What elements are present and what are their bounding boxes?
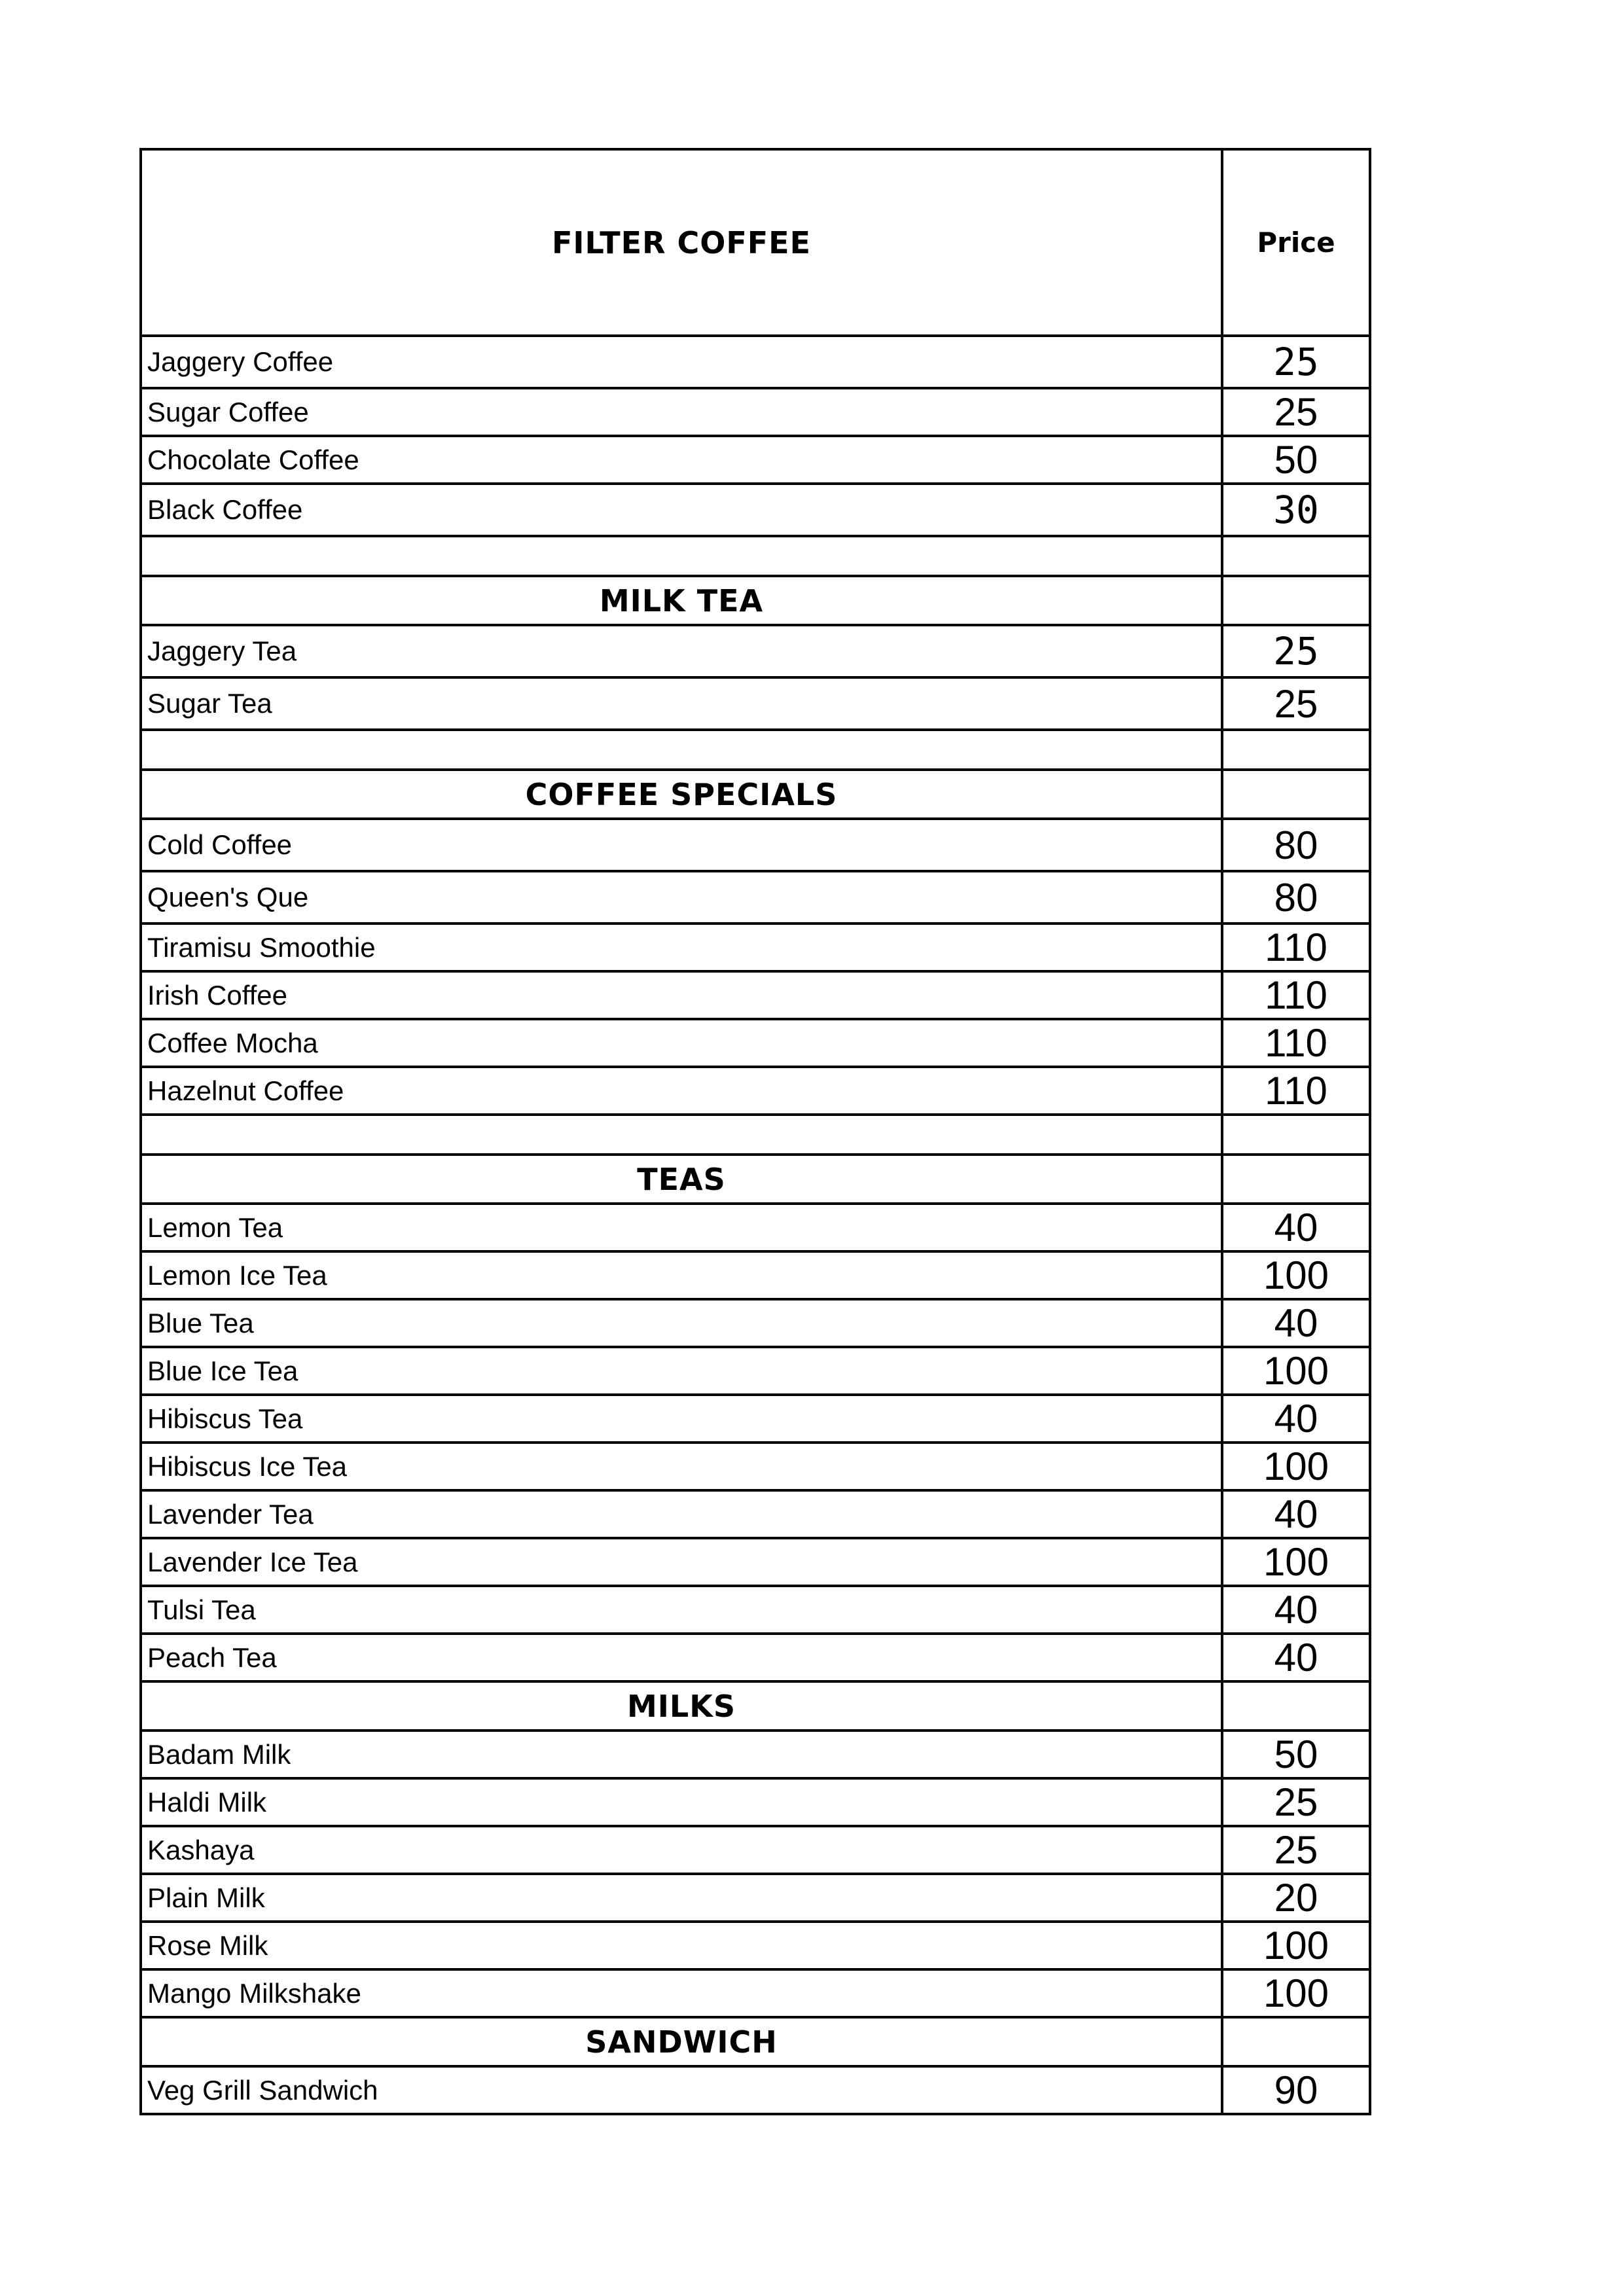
menu-item-row: [141, 1778, 1370, 1826]
section-title-coffee-specials: COFFEE SPECIALS: [141, 770, 1222, 819]
menu-item-row: [141, 436, 1370, 484]
item-name: Lavender Tea: [141, 1490, 1222, 1538]
menu-item-row: [141, 1490, 1370, 1538]
item-name: Blue Tea: [141, 1299, 1222, 1347]
spacer-cell: [141, 730, 1222, 770]
menu-item-row: [141, 1395, 1370, 1443]
item-price: 80: [1222, 871, 1370, 924]
section-title-milks: MILKS: [141, 1681, 1222, 1731]
spacer-cell: [141, 536, 1222, 576]
item-price: 25: [1222, 677, 1370, 730]
menu-item-row: [141, 924, 1370, 971]
spacer-cell: [141, 1115, 1222, 1155]
item-name: Lavender Ice Tea: [141, 1538, 1222, 1586]
item-price: 50: [1222, 1731, 1370, 1778]
section-header-row: [141, 770, 1370, 819]
item-name: Kashaya: [141, 1826, 1222, 1874]
menu-item-row: [141, 1538, 1370, 1586]
item-price: 25: [1222, 625, 1370, 677]
menu-item-row: [141, 1347, 1370, 1395]
spacer-cell: [1222, 730, 1370, 770]
item-price: 90: [1222, 2066, 1370, 2114]
item-price: 50: [1222, 436, 1370, 484]
item-name: Tiramisu Smoothie: [141, 924, 1222, 971]
item-price: 25: [1222, 1778, 1370, 1826]
menu-item-row: [141, 1874, 1370, 1922]
section-title-milk-tea: MILK TEA: [141, 576, 1222, 625]
section-title-sandwich: SANDWICH: [141, 2017, 1222, 2066]
item-name: Plain Milk: [141, 1874, 1222, 1922]
item-price: 40: [1222, 1299, 1370, 1347]
item-name: Jaggery Tea: [141, 625, 1222, 677]
menu-item-row: [141, 336, 1370, 388]
menu-item-row: [141, 1067, 1370, 1115]
menu-item-row: [141, 484, 1370, 536]
spacer-cell: [1222, 1115, 1370, 1155]
section-header-row: [141, 1155, 1370, 1204]
menu-item-row: [141, 1251, 1370, 1299]
item-price: 110: [1222, 971, 1370, 1019]
item-price: 30: [1222, 484, 1370, 536]
menu-item-row: [141, 1204, 1370, 1251]
item-name: Coffee Mocha: [141, 1019, 1222, 1067]
item-name: Mango Milkshake: [141, 1969, 1222, 2017]
menu-item-row: [141, 1731, 1370, 1778]
menu-item-row: [141, 1634, 1370, 1681]
item-name: Sugar Coffee: [141, 388, 1222, 436]
item-name: Tulsi Tea: [141, 1586, 1222, 1634]
section-price-blank: [1222, 576, 1370, 625]
spacer-row: [141, 730, 1370, 770]
price-column-header: Price: [1222, 149, 1370, 336]
item-price: 100: [1222, 1347, 1370, 1395]
spacer-row: [141, 536, 1370, 576]
item-price: 40: [1222, 1634, 1370, 1681]
item-price: 100: [1222, 1922, 1370, 1969]
section-header-row: [141, 2017, 1370, 2066]
item-price: 40: [1222, 1204, 1370, 1251]
menu-table: [139, 148, 1371, 2115]
section-price-blank: [1222, 1155, 1370, 1204]
item-price: 110: [1222, 1019, 1370, 1067]
section-price-blank: [1222, 1681, 1370, 1731]
menu-item-row: [141, 819, 1370, 871]
menu-item-row: [141, 971, 1370, 1019]
item-name: Lemon Ice Tea: [141, 1251, 1222, 1299]
item-name: Peach Tea: [141, 1634, 1222, 1681]
item-name: Cold Coffee: [141, 819, 1222, 871]
menu-item-row: [141, 677, 1370, 730]
section-title-filter-coffee: FILTER COFFEE: [141, 149, 1222, 336]
item-price: 40: [1222, 1395, 1370, 1443]
item-name: Lemon Tea: [141, 1204, 1222, 1251]
item-price: 25: [1222, 388, 1370, 436]
item-name: Jaggery Coffee: [141, 336, 1222, 388]
item-name: Queen's Que: [141, 871, 1222, 924]
item-price: 25: [1222, 1826, 1370, 1874]
menu-item-row: [141, 1586, 1370, 1634]
item-name: Rose Milk: [141, 1922, 1222, 1969]
item-price: 100: [1222, 1969, 1370, 2017]
item-name: Veg Grill Sandwich: [141, 2066, 1222, 2114]
menu-item-row: [141, 625, 1370, 677]
item-name: Hibiscus Tea: [141, 1395, 1222, 1443]
section-header-row: [141, 576, 1370, 625]
item-name: Irish Coffee: [141, 971, 1222, 1019]
menu-item-row: [141, 1826, 1370, 1874]
item-price: 40: [1222, 1490, 1370, 1538]
item-price: 40: [1222, 1586, 1370, 1634]
menu-item-row: [141, 1019, 1370, 1067]
item-price: 80: [1222, 819, 1370, 871]
item-name: Sugar Tea: [141, 677, 1222, 730]
section-price-blank: [1222, 2017, 1370, 2066]
spacer-cell: [1222, 536, 1370, 576]
item-price: 110: [1222, 1067, 1370, 1115]
item-name: Black Coffee: [141, 484, 1222, 536]
item-price: 25: [1222, 336, 1370, 388]
item-name: Badam Milk: [141, 1731, 1222, 1778]
menu-item-row: [141, 388, 1370, 436]
item-price: 100: [1222, 1443, 1370, 1490]
section-title-teas: TEAS: [141, 1155, 1222, 1204]
item-price: 100: [1222, 1251, 1370, 1299]
item-price: 100: [1222, 1538, 1370, 1586]
menu-item-row: [141, 1969, 1370, 2017]
item-price: 110: [1222, 924, 1370, 971]
item-name: Hazelnut Coffee: [141, 1067, 1222, 1115]
section-header-row: [141, 149, 1370, 336]
menu-item-row: [141, 1299, 1370, 1347]
spacer-row: [141, 1115, 1370, 1155]
item-price: 20: [1222, 1874, 1370, 1922]
item-name: Hibiscus Ice Tea: [141, 1443, 1222, 1490]
item-name: Blue Ice Tea: [141, 1347, 1222, 1395]
menu-item-row: [141, 2066, 1370, 2114]
menu-item-row: [141, 1922, 1370, 1969]
section-price-blank: [1222, 770, 1370, 819]
item-name: Chocolate Coffee: [141, 436, 1222, 484]
menu-item-row: [141, 871, 1370, 924]
item-name: Haldi Milk: [141, 1778, 1222, 1826]
section-header-row: [141, 1681, 1370, 1731]
menu-item-row: [141, 1443, 1370, 1490]
